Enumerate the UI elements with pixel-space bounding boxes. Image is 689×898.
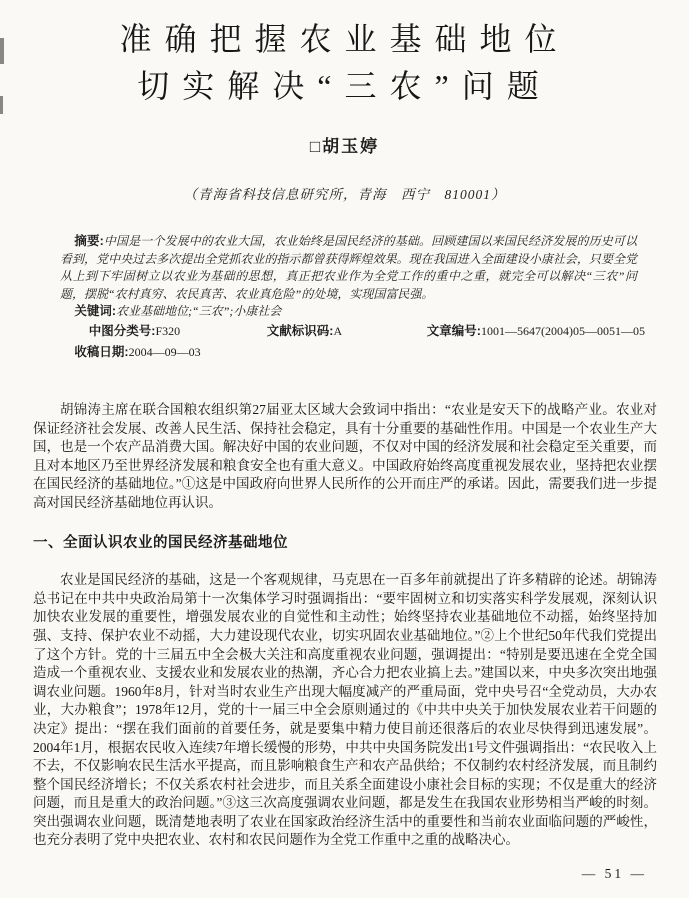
clc-value: F320 — [155, 324, 181, 338]
author-name: □胡玉婷 — [309, 137, 380, 156]
abstract-text: 中国是一个发展中的农业大国，农业始终是国民经济的基础。回顾建国以来国民经济发展的历史可以看到，党中央过去多次提出全党抓农业的指示都曾获得辉煌效果。现在我国进入全面建设小康社会，只要全党从上到下牢固树立以农业为基础的思想，真正把农业作为全党工作的重中之重，就完全可以解决“三农”问题，摆脱“农村真穷、农民真苦、农业真危险”的处境，实现国富民强。 — [60, 234, 637, 301]
author-affiliation: （青海省科技信息研究所，青海 西宁 810001） — [183, 187, 506, 202]
article-title — [0, 0, 689, 110]
article-id-group — [412, 323, 645, 341]
page-title-line-1: 准确把握农业基础地位 — [119, 21, 570, 57]
body-paragraph-2: 农业是国民经济的基础，这是一个客观规律，马克思在一百多年前就提出了许多精辟的论述。胡锦涛总书记在中共中央政治局第十一次集体学习时强调指出：“要牢固树立和切实落实科学发展观，深刻认识加快农业发展的重要性，增强发展农业的自觉性和主动性；始终坚持农业基础地位不动摇，始终坚持加强、支持、保护农业不动摇，大力建设现代农业，切实巩固农业基础地位。”②上个世纪50年代我们党提出了这个方针。党的十三届五中全会极大关注和高度重视农业问题，强调提出：“特别是要迅速在全党全国造成一个重视农业、支援农业和发展农业的热潮，齐心合力把农业搞上去。”建国以来，中央多次突出地强调农业问题。1960年8月，针对当时农业生产出现大幅度减产的严重局面，党中央号召“全党动员，大办农业，大办粮食”；1978年12月，党的十一届三中全会原则通过的《中共中央关于加快发展农业若干问题的决定》提出：“摆在我们面前的首要任务，就是要集中精力使目前还很落后的农业尽快得到迅速发展”。2004年1月，根据农民收入连续7年增长缓慢的形势，中共中央国务院发出1号文件强调指出：“农民收入上不去，不仅影响农民生活水平提高，而且影响粮食生产和农产品供给；不仅制约农村经济发展，而且制约整个国民经济增长；不仅关系农村社会进步，而且关系全面建设小康社会目标的实现；不仅是重大的经济问题，而且是重大的政治问题。”③这三次高度强调农业问题，都是发生在我国农业形势相当严峻的时刻。突出强调农业问题，既清楚地表明了农业在国家政治经济生活中的重要性和当前农业面临问题的严峻性，也充分表明了党中央把农业、农村和农民问题作为全党工作重中之重的战略决心。 — [33, 572, 657, 848]
keywords-text: 农业基础地位;“三农”;小康社会 — [116, 304, 282, 318]
doc-code-value: A — [333, 324, 343, 338]
clc-label: 中图分类号: — [88, 324, 156, 338]
scan-artifact — [0, 38, 4, 64]
classification-line — [60, 323, 645, 341]
clc-group — [74, 323, 252, 341]
keywords-line — [60, 303, 637, 321]
article-meta-block — [60, 233, 645, 361]
abstract-label: 摘要: — [74, 234, 104, 248]
article-body — [33, 401, 657, 850]
page-number: — 51 — — [581, 866, 647, 881]
received-date-label: 收稿日期: — [74, 344, 129, 359]
doc-code-group — [252, 323, 412, 341]
article-id-label: 文章编号: — [426, 324, 481, 338]
received-date-line — [60, 344, 637, 362]
scan-artifact — [0, 96, 3, 114]
page-title-line-2: 切实解决“三农”问题 — [137, 68, 552, 104]
abstract-paragraph — [60, 233, 637, 303]
received-date-value: 2004—09—03 — [128, 344, 201, 359]
section-heading-1: 一、全面认识农业的国民经济基础地位 — [33, 534, 288, 551]
keywords-label: 关键词: — [74, 304, 117, 318]
doc-code-label: 文献标识码: — [266, 324, 334, 338]
body-paragraph-1: 胡锦涛主席在联合国粮农组织第27届亚太区域大会致词中指出：“农业是安天下的战略产业。农业对保证经济社会发展、改善人民生活、保持社会稳定，具有十分重要的基础性作用。中国是一个农业生产大国，也是一个农产品消费大国。解决好中国的农业问题，不仅对中国的经济发展和社会稳定至关重要，而且对本地区乃至世界经济发展和粮食安全也有重大意义。中国政府始终高度重视发展农业，坚持把农业摆在国民经济的基础地位。”①这是中国政府向世界人民所作的公开而庄严的承诺。因此，需要我们进一步提高对国民经济基础地位再认识。 — [33, 402, 657, 510]
article-id-value: 1001—5647(2004)05—0051—05 — [480, 324, 645, 338]
